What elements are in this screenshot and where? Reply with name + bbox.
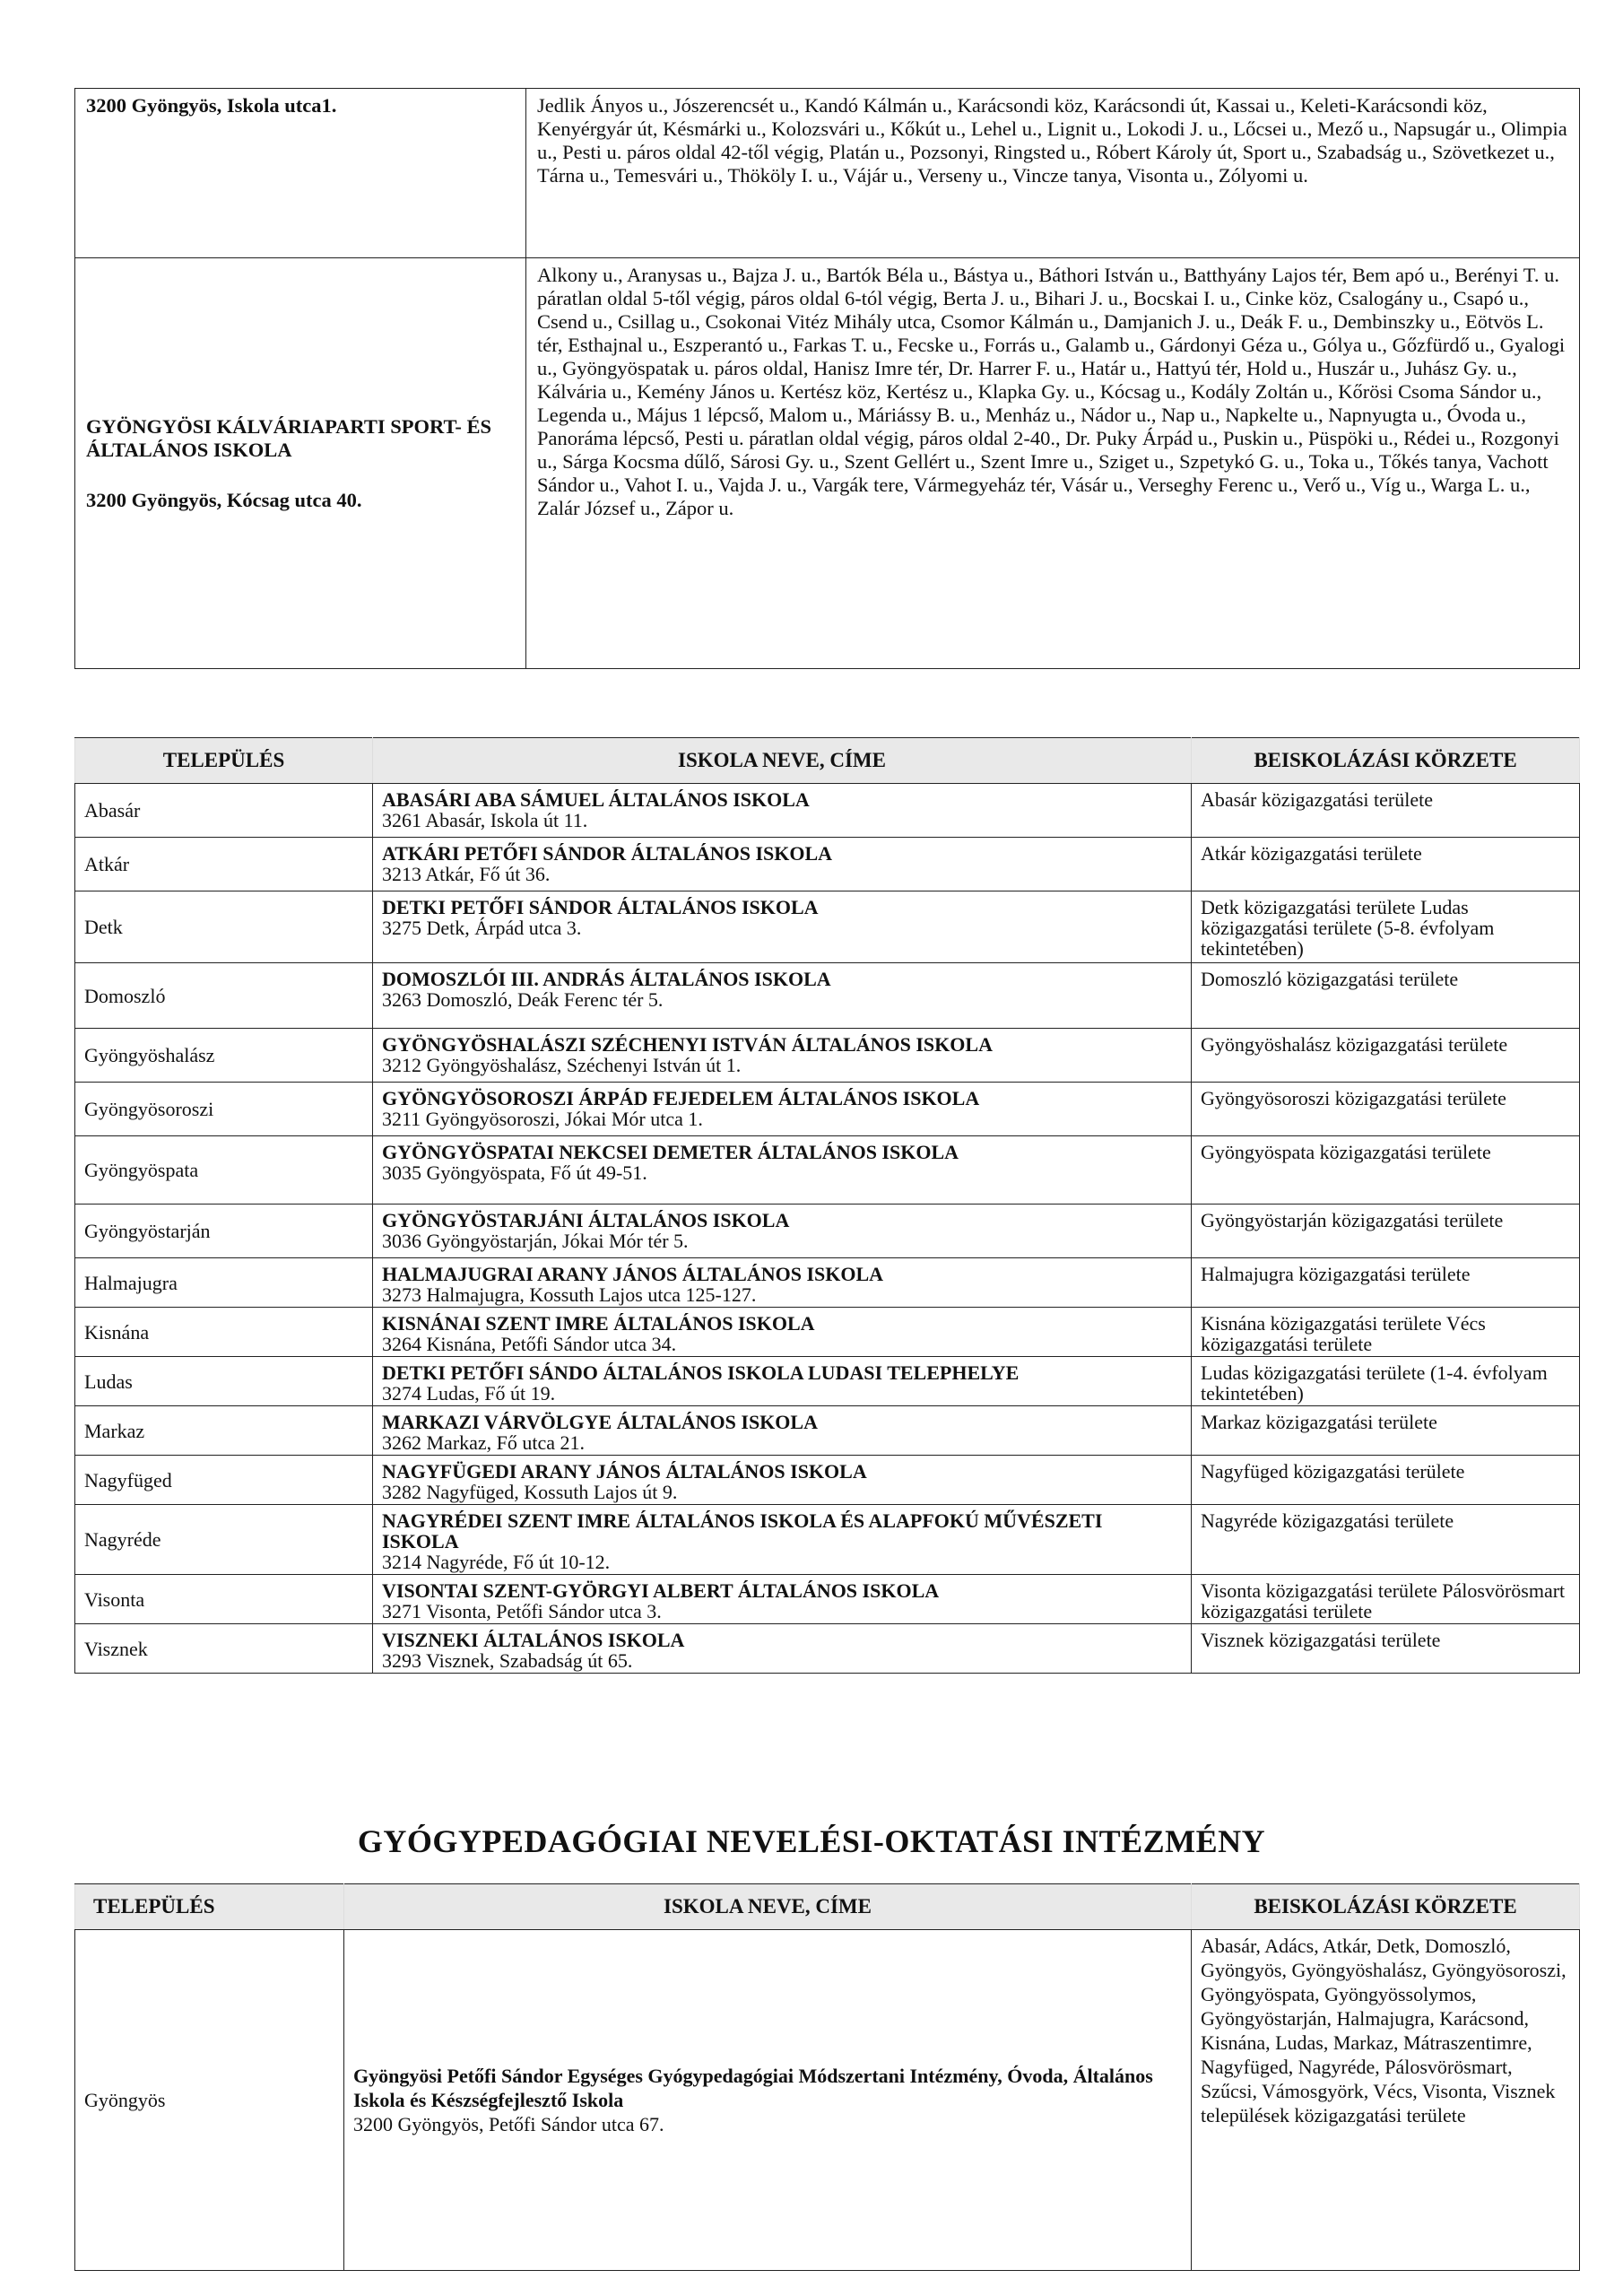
- top-district-table: [74, 88, 1580, 669]
- school-name: MARKAZI VÁRVÖLGYE ÁLTALÁNOS ISKOLA: [382, 1411, 818, 1433]
- school-cell: [373, 891, 1192, 963]
- school-name: GYÖNGYÖSI KÁLVÁRIAPARTI SPORT- ÉS ÁLTALÁNOS ISKOLA: [86, 414, 492, 461]
- district-cell: Nagyfüged közigazgatási területe: [1192, 1456, 1580, 1505]
- school-cell: [373, 1205, 1192, 1258]
- school-name: GYÖNGYÖSTARJÁNI ÁLTALÁNOS ISKOLA: [382, 1209, 790, 1231]
- school-cell: [344, 1930, 1192, 2271]
- table-row: [75, 1624, 1580, 1674]
- school-address: 3212 Gyöngyöshalász, Széchenyi István út 1.: [382, 1054, 742, 1076]
- district-cell: Abasár közigazgatási területe: [1192, 784, 1580, 838]
- school-name: GYÖNGYÖSHALÁSZI SZÉCHENYI ISTVÁN ÁLTALÁNOS ISKOLA: [382, 1033, 993, 1056]
- table-row: [75, 258, 1580, 669]
- school-name: ABASÁRI ABA SÁMUEL ÁLTALÁNOS ISKOLA: [382, 788, 810, 811]
- place-cell: Visonta: [75, 1575, 373, 1624]
- school-address: 3273 Halmajugra, Kossuth Lajos utca 125-127.: [382, 1283, 757, 1306]
- place-cell: Gyöngyöshalász: [75, 1029, 373, 1083]
- school-name: HALMAJUGRAI ARANY JÁNOS ÁLTALÁNOS ISKOLA: [382, 1263, 884, 1285]
- school-address: 3275 Detk, Árpád utca 3.: [382, 917, 582, 939]
- table-header-row: [75, 1884, 1580, 1930]
- school-address: 3262 Markaz, Fő utca 21.: [382, 1431, 586, 1454]
- school-cell: [373, 1406, 1192, 1456]
- place-cell: Nagyréde: [75, 1505, 373, 1575]
- place-cell: Markaz: [75, 1406, 373, 1456]
- school-name: ATKÁRI PETŐFI SÁNDOR ÁLTALÁNOS ISKOLA: [382, 842, 833, 865]
- district-cell: Kisnána közigazgatási területe Vécs közigazgatási területe: [1192, 1308, 1580, 1357]
- school-cell: [373, 1083, 1192, 1136]
- school-address: 3261 Abasár, Iskola út 11.: [382, 809, 588, 831]
- school-cell: [373, 1258, 1192, 1308]
- table-row: [75, 838, 1580, 891]
- school-cell: [373, 1456, 1192, 1505]
- school-name: GYÖNGYÖSOROSZI ÁRPÁD FEJEDELEM ÁLTALÁNOS ISKOLA: [382, 1087, 980, 1109]
- school-address: 3214 Nagyréde, Fő út 10-12.: [382, 1551, 611, 1573]
- table-row: [75, 1930, 1580, 2271]
- district-cell: Atkár közigazgatási területe: [1192, 838, 1580, 891]
- header-place: TELEPÜLÉS: [75, 1884, 344, 1930]
- table-row: [75, 1205, 1580, 1258]
- table-row: [75, 1029, 1580, 1083]
- district-cell: Ludas közigazgatási területe (1-4. évfolyam tekintetében): [1192, 1357, 1580, 1406]
- district-cell: Gyöngyöstarján közigazgatási területe: [1192, 1205, 1580, 1258]
- table-row: [75, 891, 1580, 963]
- school-address: 3200 Gyöngyös, Kócsag utca 40.: [86, 488, 362, 511]
- district-cell: Markaz közigazgatási területe: [1192, 1406, 1580, 1456]
- streets-cell: Jedlik Ányos u., Jószerencsét u., Kandó Kálmán u., Karácsondi köz, Karácsondi út, Kassai u., Keleti-Karácsondi köz, Kenyérgyár út, Késmárki u., Kolozsvári u., Kőkút u., Lehel u., Lignit u., Lokodi J. u., Lőcsei u., Mező u., Napsugár u., Olimpia u., Pesti u. páros oldal 42-től végig, Platán u., Pozsonyi, Ringsted u., Róbert Károly út, Sport u., Szabadság u., Szövetkezet u., Tárna u., Temesvári u., Thököly I. u., Vájár u., Verseny u., Vincze tanya, Visonta u., Zólyomi u.: [526, 89, 1580, 258]
- school-name: VISONTAI SZENT-GYÖRGYI ALBERT ÁLTALÁNOS ISKOLA: [382, 1579, 940, 1602]
- table-row: [75, 1136, 1580, 1205]
- place-cell: Gyöngyösoroszi: [75, 1083, 373, 1136]
- district-cell: Abasár, Adács, Atkár, Detk, Domoszló, Gyöngyös, Gyöngyöshalász, Gyöngyösoroszi, Gyöngyöspata, Gyöngyössolymos, Gyöngyöstarján, Halmajugra, Karácsond, Kisnána, Ludas, Markaz, Mátraszentimre, Nagyfüged, Nagyréde, Pálosvörösmart, Szűcsi, Vámosgyörk, Vécs, Visonta, Visznek települések közigazgatási területe: [1192, 1930, 1580, 2271]
- place-cell: Nagyfüged: [75, 1456, 373, 1505]
- table-row: [75, 89, 1580, 258]
- school-name: NAGYRÉDEI SZENT IMRE ÁLTALÁNOS ISKOLA ÉS ALAPFOKÚ MŰVÉSZETI ISKOLA: [382, 1509, 1103, 1552]
- school-cell: [373, 1624, 1192, 1674]
- school-name: Gyöngyösi Petőfi Sándor Egységes Gyógypedagógiai Módszertani Intézmény, Óvoda, Általános Iskola és Készségfejlesztő Iskola: [353, 2065, 1153, 2111]
- header-district: BEISKOLÁZÁSI KÖRZETE: [1192, 738, 1580, 784]
- school-name: VISZNEKI ÁLTALÁNOS ISKOLA: [382, 1629, 685, 1651]
- school-name: KISNÁNAI SZENT IMRE ÁLTALÁNOS ISKOLA: [382, 1312, 815, 1335]
- school-address: 3264 Kisnána, Petőfi Sándor utca 34.: [382, 1333, 677, 1355]
- school-name: DETKI PETŐFI SÁNDO ÁLTALÁNOS ISKOLA LUDASI TELEPHELYE: [382, 1361, 1020, 1384]
- header-school: ISKOLA NEVE, CÍME: [344, 1884, 1192, 1930]
- district-cell: Domoszló közigazgatási területe: [1192, 963, 1580, 1029]
- place-cell: Detk: [75, 891, 373, 963]
- district-cell: Gyöngyösoroszi közigazgatási területe: [1192, 1083, 1580, 1136]
- district-cell: Visonta közigazgatási területe Pálosvörösmart közigazgatási területe: [1192, 1575, 1580, 1624]
- school-address: 3200 Gyöngyös, Petőfi Sándor utca 67.: [353, 2113, 664, 2135]
- header-place: TELEPÜLÉS: [75, 738, 373, 784]
- table-row: [75, 1406, 1580, 1456]
- special-institutions-table: [74, 1883, 1580, 2271]
- school-cell: [373, 1308, 1192, 1357]
- table-row: [75, 1083, 1580, 1136]
- school-address: 3200 Gyöngyös, Iskola utca1.: [86, 94, 337, 117]
- school-address: 3274 Ludas, Fő út 19.: [382, 1382, 556, 1405]
- school-address: 3213 Atkár, Fő út 36.: [382, 863, 551, 885]
- school-cell: [373, 1505, 1192, 1575]
- school-cell: [373, 963, 1192, 1029]
- district-cell: Detk közigazgatási területe Ludas közigazgatási területe (5-8. évfolyam tekintetében): [1192, 891, 1580, 963]
- school-address: 3035 Gyöngyöspata, Fő út 49-51.: [382, 1161, 647, 1184]
- district-cell: Gyöngyöspata közigazgatási területe: [1192, 1136, 1580, 1205]
- place-cell: Visznek: [75, 1624, 373, 1674]
- school-cell: [373, 1136, 1192, 1205]
- place-cell: Abasár: [75, 784, 373, 838]
- school-cell: [373, 1575, 1192, 1624]
- school-cell: [75, 258, 526, 669]
- school-name: NAGYFÜGEDI ARANY JÁNOS ÁLTALÁNOS ISKOLA: [382, 1460, 867, 1483]
- place-cell: Domoszló: [75, 963, 373, 1029]
- school-cell: [373, 838, 1192, 891]
- table-row: [75, 1575, 1580, 1624]
- table-row: [75, 1357, 1580, 1406]
- place-cell: Ludas: [75, 1357, 373, 1406]
- school-address: 3271 Visonta, Petőfi Sándor utca 3.: [382, 1600, 662, 1622]
- place-cell: Gyöngyöspata: [75, 1136, 373, 1205]
- school-address: 3211 Gyöngyösoroszi, Jókai Mór utca 1.: [382, 1108, 703, 1130]
- section-title: GYÓGYPEDAGÓGIAI NEVELÉSI-OKTATÁSI INTÉZMÉNY: [357, 1823, 1266, 1859]
- school-cell: [373, 1357, 1192, 1406]
- table-row: [75, 1308, 1580, 1357]
- school-name: DOMOSZLÓI III. ANDRÁS ÁLTALÁNOS ISKOLA: [382, 968, 831, 990]
- table-header-row: [75, 738, 1580, 784]
- district-cell: Gyöngyöshalász közigazgatási területe: [1192, 1029, 1580, 1083]
- school-address: 3293 Visznek, Szabadság út 65.: [382, 1649, 633, 1672]
- school-address: 3282 Nagyfüged, Kossuth Lajos út 9.: [382, 1481, 678, 1503]
- school-address: 3263 Domoszló, Deák Ferenc tér 5.: [382, 988, 664, 1011]
- school-name: GYÖNGYÖSPATAI NEKCSEI DEMETER ÁLTALÁNOS ISKOLA: [382, 1141, 959, 1163]
- school-cell: [373, 1029, 1192, 1083]
- table-row: [75, 1456, 1580, 1505]
- table-row: [75, 784, 1580, 838]
- header-school: ISKOLA NEVE, CÍME: [373, 738, 1192, 784]
- schools-table: [74, 737, 1580, 1674]
- district-cell: Halmajugra közigazgatási területe: [1192, 1258, 1580, 1308]
- table-row: [75, 1258, 1580, 1308]
- streets-cell: Alkony u., Aranysas u., Bajza J. u., Bartók Béla u., Bástya u., Báthori István u., Batthyány Lajos tér, Bem apó u., Berényi T. u. páratlan oldal 5-től végig, páros oldal 6-tól végig, Berta J. u., Bihari J. u., Bocskai I. u., Cinke köz, Csalogány u., Csapó u., Csend u., Csillag u., Csokonai Vitéz Mihály utca, Csomor Kálmán u., Damjanich J. u., Deák F. u., Dembinszky u., Eötvös L. tér, Esthajnal u., Eszperantó u., Farkas T. u., Fecske u., Forrás u., Galamb u., Gárdonyi Géza u., Gólya u., Gőzfürdő u., Gyalogi u., Gyöngyöspatak u. páros oldal, Hanisz Imre tér, Dr. Harrer F. u., Határ u., Hattyú tér, Hold u., Huszár u., Juhász Gy. u., Kálvária u., Kemény János u. Kertész köz, Kertész u., Klapka Gy. u., Kócsag u., Kodály Zoltán u., Kőrösi Csoma Sándor u., Legenda u., Május 1 lépcső, Malom u., Máriássy B. u., Menház u., Nádor u., Nap u., Napkelte u., Napnyugta u., Óvoda u., Panoráma lépcső, Pesti u. páratlan oldal végig, páros oldal 2-40., Dr. Puky Árpád u., Puskin u., Püspöki u., Rédei u., Rozgonyi u., Sárga Kocsma dűlő, Sárosi Gy. u., Szent Gellért u., Szent Imre u., Sziget u., Szpetykó G. u., Toka u., Tőkés tanya, Vachott Sándor u., Vahot I. u., Vajda J. u., Vargák tere, Vármegyeház tér, Vásár u., Verseghy Ferenc u., Verő u., Víg u., Warga L. u., Zalár József u., Zápor u.: [526, 258, 1580, 669]
- table-row: [75, 1505, 1580, 1575]
- school-cell: [75, 89, 526, 258]
- school-address: 3036 Gyöngyöstarján, Jókai Mór tér 5.: [382, 1230, 689, 1252]
- table-row: [75, 963, 1580, 1029]
- place-cell: Kisnána: [75, 1308, 373, 1357]
- place-cell: Halmajugra: [75, 1258, 373, 1308]
- header-district: BEISKOLÁZÁSI KÖRZETE: [1192, 1884, 1580, 1930]
- district-cell: Nagyréde közigazgatási területe: [1192, 1505, 1580, 1575]
- place-cell: Atkár: [75, 838, 373, 891]
- school-cell: [373, 784, 1192, 838]
- place-cell: Gyöngyös: [75, 1930, 344, 2271]
- school-name: DETKI PETŐFI SÁNDOR ÁLTALÁNOS ISKOLA: [382, 896, 819, 918]
- place-cell: Gyöngyöstarján: [75, 1205, 373, 1258]
- district-cell: Visznek közigazgatási területe: [1192, 1624, 1580, 1674]
